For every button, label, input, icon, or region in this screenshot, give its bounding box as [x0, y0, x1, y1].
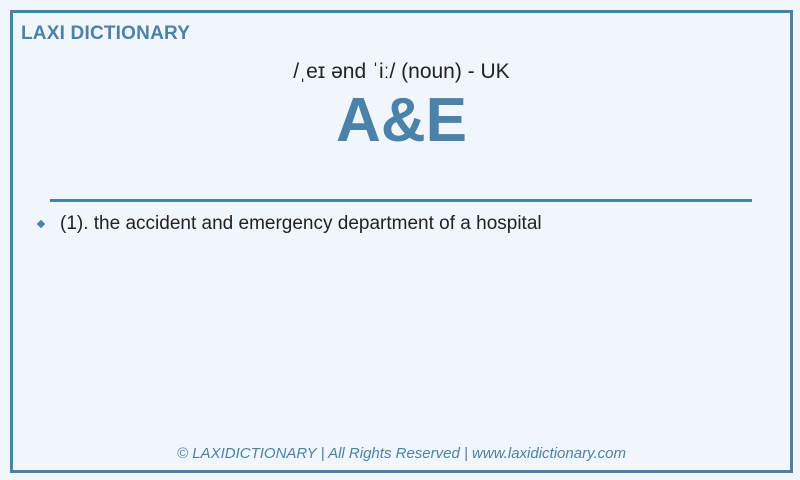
divider [50, 199, 752, 202]
headword: A&E [336, 86, 467, 155]
definition-text: (1). the accident and emergency department of a hospital [60, 213, 542, 234]
footer-copyright: © LAXIDICTIONARY | All Rights Reserved | www.laxidictionary.com [177, 445, 626, 462]
brand-title: LAXI DICTIONARY [21, 23, 191, 44]
bullet-icon [37, 220, 45, 228]
definition-item [35, 212, 770, 236]
pronunciation: /ˌeɪ ənd ˈiː/ (noun) - UK [293, 60, 510, 83]
definition-list [35, 212, 770, 236]
dictionary-card [10, 10, 793, 473]
